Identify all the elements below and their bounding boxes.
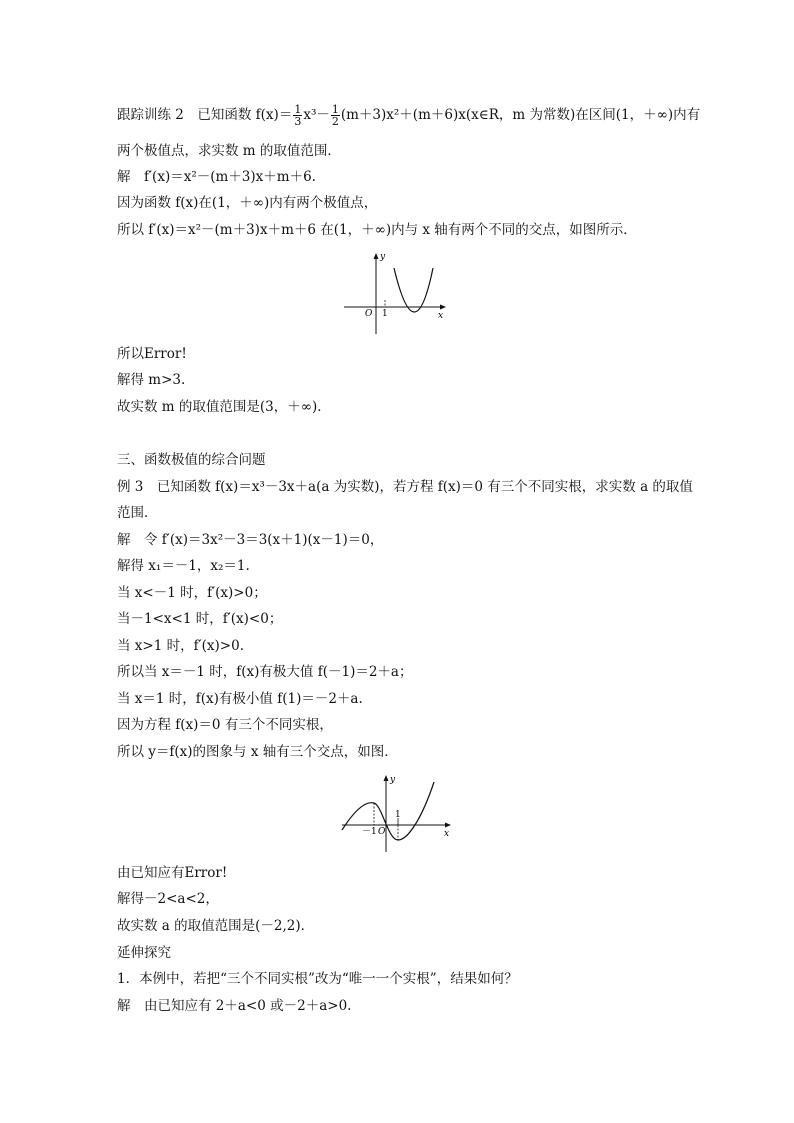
y-axis-arrow-icon: [384, 775, 389, 781]
solution-line: 当－1<x<1 时，f′(x)<0；: [117, 611, 283, 627]
solution-line: 解得－2<a<2，: [117, 891, 219, 907]
solution-line: 当 x<－1 时，f′(x)>0；: [117, 585, 267, 601]
x-axis-arrow-icon: [445, 823, 451, 828]
solution-line: 因为方程 f(x)＝0 有三个不同实根，: [117, 717, 333, 733]
solution-line: 故实数 m 的取值范围是(3，＋∞)．: [117, 399, 331, 415]
y-axis-arrow-icon: [374, 253, 379, 259]
solution-line: 所以 f′(x)＝x²－(m＋3)x＋m＋6 在(1，＋∞)内与 x 轴有两个不同的交点，如图所示．: [117, 222, 637, 238]
exercise-statement-line-2: 两个极值点，求实数 m 的取值范围．: [117, 143, 341, 159]
y-axis-label: y: [390, 775, 396, 785]
example-statement-line-2: 范围．: [117, 505, 158, 521]
extension-question: 1．本例中，若把“三个不同实根”改为“唯一一个实根”，结果如何？: [117, 971, 518, 987]
solution-line: 所以 y＝f(x)的图象与 x 轴有三个交点，如图．: [117, 744, 398, 760]
solution-line: 由已知应有Error!: [117, 865, 228, 881]
solution-line: 因为函数 f(x)在(1，＋∞)内有两个极值点，: [117, 195, 378, 211]
solution-line: 当 x>1 时，f′(x)>0.: [117, 638, 244, 654]
tick-label-1: 1: [395, 810, 401, 820]
fraction-denominator: 3: [294, 115, 302, 128]
subsection-heading: 延伸探究: [117, 945, 171, 961]
tick-label-neg-1: －1: [362, 827, 377, 837]
parabola-curve: [394, 268, 433, 312]
exercise-statement-line-1: [117, 104, 700, 127]
solution-line: 所以当 x＝－1 时，f(x)有极大值 f(－1)＝2＋a；: [117, 664, 413, 680]
solution-line: 解得 x₁＝－1，x₂＝1.: [117, 558, 250, 574]
solution-line: 解得 m>3.: [117, 372, 186, 388]
fraction-denominator: 2: [331, 115, 339, 128]
y-axis-label: y: [380, 252, 386, 262]
origin-label: O: [365, 309, 373, 319]
section-heading: 三、函数极值的综合问题: [117, 452, 266, 468]
fraction-numerator: 1: [331, 103, 339, 116]
origin-label: O: [378, 827, 386, 837]
solution-line: 解 令 f′(x)＝3x²－3＝3(x＋1)(x－1)＝0，: [117, 532, 384, 548]
solution-line: 当 x＝1 时，f(x)有极小值 f(1)＝－2＋a.: [117, 691, 363, 707]
parabola-figure: [340, 250, 450, 336]
solution-line: 解 由已知应有 2＋a<0 或－2＋a>0.: [117, 998, 352, 1014]
x-axis-arrow-icon: [440, 305, 446, 310]
solution-line: 解 f′(x)＝x²－(m＋3)x＋m＋6.: [117, 169, 316, 185]
x-axis-label: x: [444, 829, 450, 839]
fraction-one-half: [331, 104, 340, 127]
example-statement-line-1: 例 3 已知函数 f(x)＝x³－3x＋a(a 为实数)，若方程 f(x)＝0 有三个不同实根，求实数 a 的取值: [117, 479, 693, 495]
fraction-numerator: 1: [294, 103, 302, 116]
exercise-text: 跟踪训练 2 已知函数 f(x)＝: [117, 107, 293, 123]
fraction-one-third: [293, 104, 302, 127]
cubic-figure: [338, 770, 456, 854]
solution-line: 故实数 a 的取值范围是(－2,2)．: [117, 918, 315, 934]
x-axis-label: x: [438, 311, 444, 321]
cubic-curve: [342, 782, 434, 840]
exercise-text: (m＋3)x²＋(m＋6)x(x∈R，m 为常数)在区间(1，＋∞)内有: [340, 107, 701, 123]
exercise-text: x³－: [303, 107, 330, 123]
solution-line: 所以Error!: [117, 346, 187, 362]
tick-label-1: 1: [382, 309, 388, 319]
